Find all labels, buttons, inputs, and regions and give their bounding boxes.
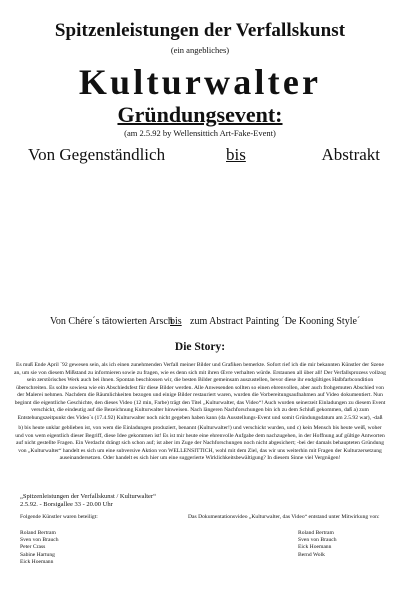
header-subtitle: (ein angebliches): [170, 45, 230, 55]
artist-name: Peter Crass: [20, 544, 46, 551]
story-paragraph-1: Es muß Ende April ´92 gewesen sein, als ich einen zunehmenden Verfall meiner Bilder und Grafiken bemerkte. Sofort rief ich die mir bekannten Künstler der Szene an, um sie von diesem Mißstand zu informieren sowie zu fragen, wie es denn sich mit ihren Œvre verhalten würde. Erstaunen all über all! Der Verfallsprozess vollzog sein zerstörisches Werk auch bei ihnen. Spontan beschlossen wir, die besten Bilder gemeinsam auszustellen, bevor diese ihr endgültiges Halbfarbcondition überschreiten. Es sollte sowiesa wie ein Abschiedsfest für diese Bilder werden. Alle Anwesenden sollten so einen ehrenvollen, aber auch frohgemuten Abschied von der Malerei nehmen. Nachdem die Räumlichkeiten bezogen und einige Bilder restauriert waren, wurden die Vorbereitungsaufnahmen auf Video dokumentiert. Nun beginnt die eigentliche Geschichte, den dieses Video (12 min, Farbe) trägt den Titel „Kulturwalter, das Video“! Auch wurden seinerzeit Einladungen zu diesem Event verschickt, die eindeutig auf die Bezeichnung Kulturwalter hinweisen. Nach längeren Nachforschungen bin ich zu dem Schluß gekommen, daß a) zum Entstehungszeitpunkt des Video´s (17.4.92) Kulturwalter noch nicht gegeben haben kann (da Ausstellungs-Event und somit Gründungsdatum am 2.5.92 war), -daß: [14, 362, 386, 421]
video-credits-list: [298, 530, 337, 559]
header-title: Spitzenleistungen der Verfallskunst: [54, 20, 346, 41]
subject-right-text: zum Abstract Painting ´De Kooning Style´: [190, 316, 361, 327]
event-info-title: „Spitzenleistungen der Verfallskunst / Kulturwalter“: [20, 493, 156, 500]
artists-heading: Folgende Künstler waren beteiligt:: [20, 514, 98, 520]
video-credits-heading: Das Dokumentationsvideo „Kulturwalter, das Video“ entstand unter Mitwirkung von:: [188, 514, 380, 520]
subject-left-text: Von Chére´s tätowierten Arsch: [50, 316, 173, 327]
theme-line: [28, 145, 380, 167]
video-credit-name: Sven von Brauch: [298, 537, 337, 544]
artist-name: Sven von Brauch: [20, 537, 59, 544]
theme-connector: bis: [226, 145, 246, 164]
event-info: [20, 493, 220, 509]
theme-right-text: Abstrakt: [321, 145, 380, 164]
artist-name: Eick Hoemann: [20, 558, 54, 565]
event-title: Gründungsevent:: [117, 102, 283, 127]
artists-list: [20, 530, 59, 566]
video-credit-name: Bernd Wolk: [298, 551, 325, 558]
artist-name: Sabine Hartung: [20, 551, 55, 558]
main-title: Kulturwalter: [78, 62, 322, 102]
artist-name: Roland Bertram: [20, 530, 56, 536]
video-credit-name: Eick Hoemann: [298, 544, 332, 551]
subject-connector: bis: [170, 316, 182, 327]
event-info-details: 2.5.92. - Borsigallee 33 - 20.00 Uhr: [20, 501, 113, 508]
story-text: [14, 362, 386, 466]
story-heading: Die Story:: [174, 341, 226, 353]
theme-left-text: Von Gegenständlich: [28, 145, 166, 164]
story-paragraph-2: b) bis heute unklar geblieben ist, von wem die Einladungen produziert, benannt (Kulturwalter!) und verschickt wurden, und c) kein Mensch bis heute weiß, woher und von wem eigentlich dieser Begriff, diese Idee gekommen ist! Es ist mir heute eine ehrenvolle Aufgabe dem nachzugehen, in der Hoffnung auf gültige Antworten auf nicht gestellte Fragen. Ein Verdacht drängt sich schon auf; ist aber im Zuge der Nachforschungen noch nicht abgesichert; -bei der damals behaupteten Gründung von „Kulturwalter“ handelt es sich um eine subversive Aktion von WELLENSITTICH, wohl mit dem Ziel, das wir uns weiterhin mit Fragen der Kulturzersetzung auseinandersetzen. Oder handelt es sich hier um eine suggerierte Wirklichkeitsbewältigung? In diesem Sinne viel Vergnügen!: [15, 425, 385, 461]
event-subtitle: (am 2.5.92 by Wellensittich Art-Fake-Event): [124, 128, 276, 138]
video-credit-name: Roland Bertram: [298, 530, 334, 536]
